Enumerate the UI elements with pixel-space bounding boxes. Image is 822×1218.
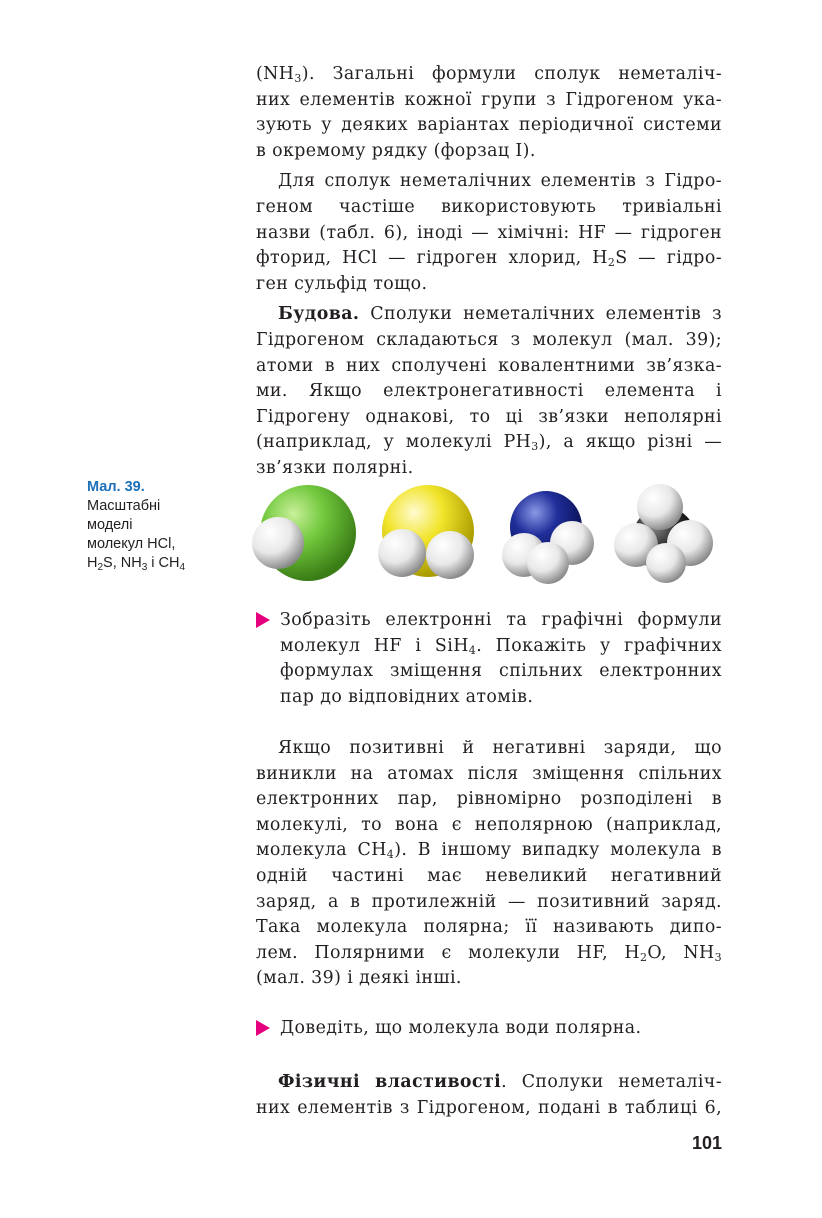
task-2: Доведіть, що молекула води полярна. [256, 1016, 722, 1042]
figure-caption: Мал. 39. Масштабні моделі молекул HCl, $H_2S$, $NH_3$ і $CH_4$ [87, 478, 237, 573]
paragraph-1: $(NH_3)$. Загальні формули сполук неметаліч- них елементів кожної групи з Гідрогеном ука- зують у деяких варіантах періодичної системи в окремому рядку (форзац I). [256, 64, 722, 161]
paragraph-physical-properties: Фізичні властивості. Сполуки неметаліч- них елементів з Гідрогеном, подані в таблиці 6, [256, 1072, 722, 1118]
hydrogen-atom [637, 484, 683, 530]
figure-caption-title: Мал. 39. [87, 479, 145, 495]
page-number: 101 [691, 1133, 722, 1153]
task-1: Зобразіть електронні та графічні формули молекул HF і SiH$_4$. Покажіть у графічних формулах зміщення спільних електронних пар до відповідних атомів. [256, 608, 722, 710]
text-block-top [256, 62, 722, 487]
hydrogen-atom [378, 529, 426, 577]
triangle-marker-icon [256, 612, 270, 628]
paragraph-2: Для сполук неметалічних елементів з Гідро- геном частіше використовують тривіальні назви (табл. 6), іноді — хімічні: HF — гідроген фторид, HCl — гідроген хлорид, $H_2S$ — гідро- ген сульфід тощо. [256, 171, 722, 294]
hydrogen-atom [252, 517, 304, 569]
section-heading-structure: Будова. [278, 304, 360, 325]
ch4-model [614, 484, 713, 583]
hydrogen-atom [426, 531, 474, 579]
nh3-model [502, 491, 594, 584]
molecule-models-figure [250, 483, 720, 585]
paragraph-polarity: Якщо позитивні й негативні заряди, що виникли на атомах після зміщення спільних електронних пар, рівномірно розподілені в молекулі, то вона є неполярною (наприклад, молекула $CH_4$). В іншому випадку молекула в одній частині має невеликий негативний заряд, а в протилежній — позитивний заряд. Така молекула полярна; її називають дипо- лем. Полярними є молекули HF, $H_2O$, $NH_3$ (мал. 39) і деякі інші. [256, 738, 722, 989]
hydrogen-atom [646, 543, 686, 583]
h2s-model [378, 485, 474, 579]
molecule-models-svg [250, 483, 720, 585]
section-heading-physical-properties: Фізичні властивості [278, 1072, 502, 1092]
hydrogen-atom [527, 542, 569, 584]
hcl-model [252, 485, 356, 581]
triangle-marker-icon [256, 1020, 270, 1036]
paragraph-structure: Будова. Сполуки неметалічних елементів з Гідрогеном складаються з молекул (мал. 39); атоми в них сполучені ковалентними зв’язка- ми. Якщо електронегативності елемента і Гідрогену однакові, то ці зв’язки неполярні (наприклад, у молекулі $PH_3$), а якщо різні — зв’язки полярні. [256, 304, 722, 478]
